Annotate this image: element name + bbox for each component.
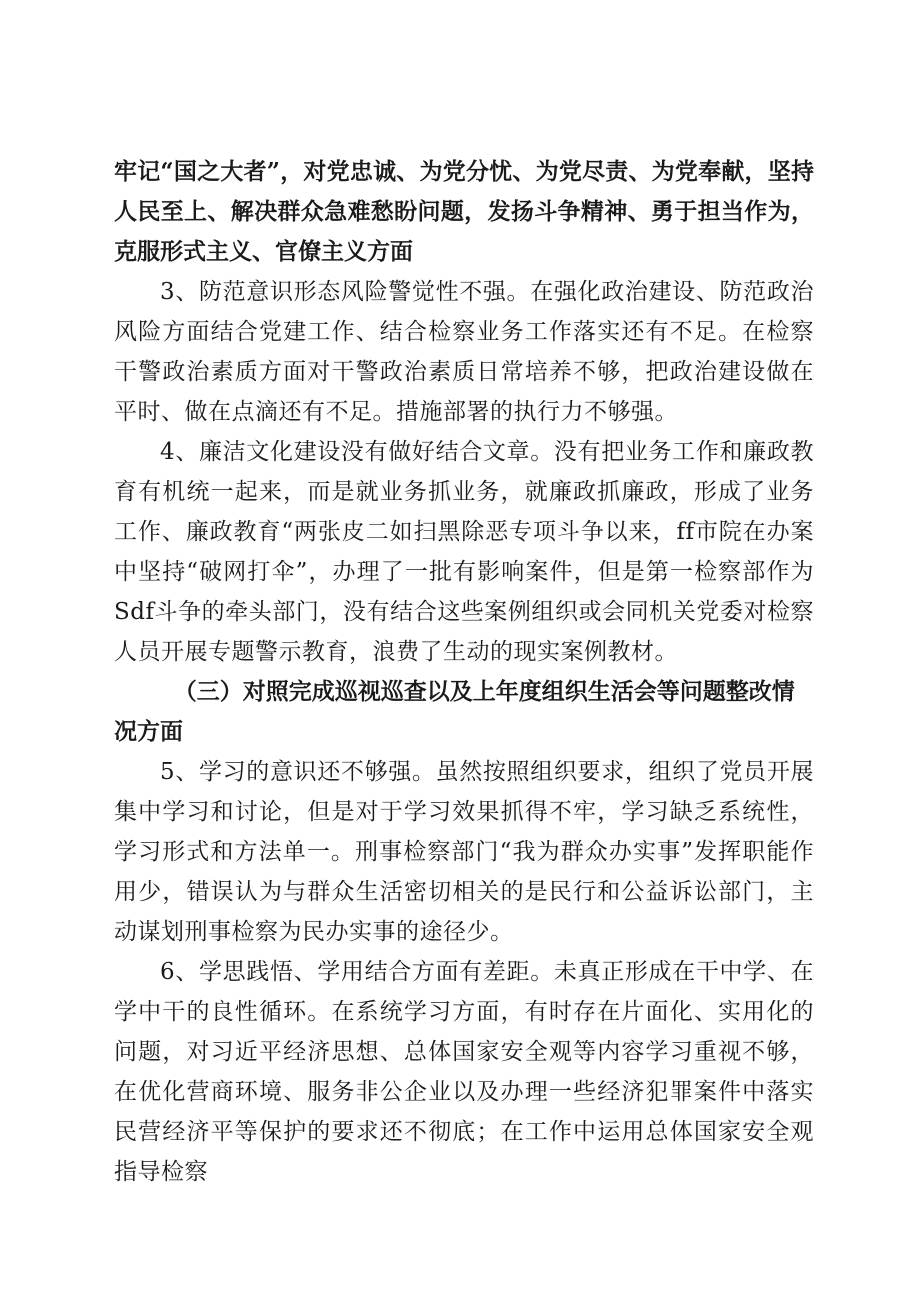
section-heading-continued: 牢记“国之大者”，对党忠诚、为党分忧、为党尽责、为党奉献，坚持人民至上、解决群众急难愁盼问题，发扬斗争精神、勇于担当作为，克服形式主义、官僚主义方面: [114, 158, 814, 265]
paragraph-item-3: 3、防范意识形态风险警觉性不强。在强化政治建设、防范政治风险方面结合党建工作、结合检察业务工作落实还有不足。在检察干警政治素质方面对干警政治素质日常培养不够，把政治建设做在平时、做在点滴还有不足。措施部署的执行力不够强。: [114, 279, 814, 425]
section-heading-3: （三）对照完成巡视巡查以及上年度组织生活会等问题整改情况方面: [114, 678, 795, 745]
paragraph-item-6: 6、学思践悟、学用结合方面有差距。未真正形成在干中学、在学中干的良性循环。在系统学习方面，有时存在片面化、实用化的问题，对习近平经济思想、总体国家安全观等内容学习重视不够，在优化营商环境、服务非公企业以及办理一些经济犯罪案件中落实民营经济平等保护的要求还不彻底；在工作中运用总体国家安全观指导检察: [114, 959, 814, 1185]
paragraph-item-5: 5、学习的意识还不够强。虽然按照组织要求，组织了党员开展集中学习和讨论，但是对于学习效果抓得不牢，学习缺乏系统性，学习形式和方法单一。刑事检察部门“我为群众办实事”发挥职能作用少，错误认为与群众生活密切相关的是民行和公益诉讼部门，主动谋划刑事检察为民办实事的途径少。: [114, 759, 814, 945]
document-page: [114, 152, 814, 1192]
paragraph-item-4: 4、廉洁文化建设没有做好结合文章。没有把业务工作和廉政教育有机统一起来，而是就业务抓业务，就廉政抓廉政，形成了业务工作、廉政教育“两张皮二如扫黑除恶专项斗争以来，ff市院在办案中坚持“破网打伞”，办理了一批有影响案件，但是第一检察部作为Sdf斗争的牵头部门，没有结合这些案例组织或会同机关党委对检察人员开展专题警示教育，浪费了生动的现实案例教材。: [114, 439, 814, 665]
